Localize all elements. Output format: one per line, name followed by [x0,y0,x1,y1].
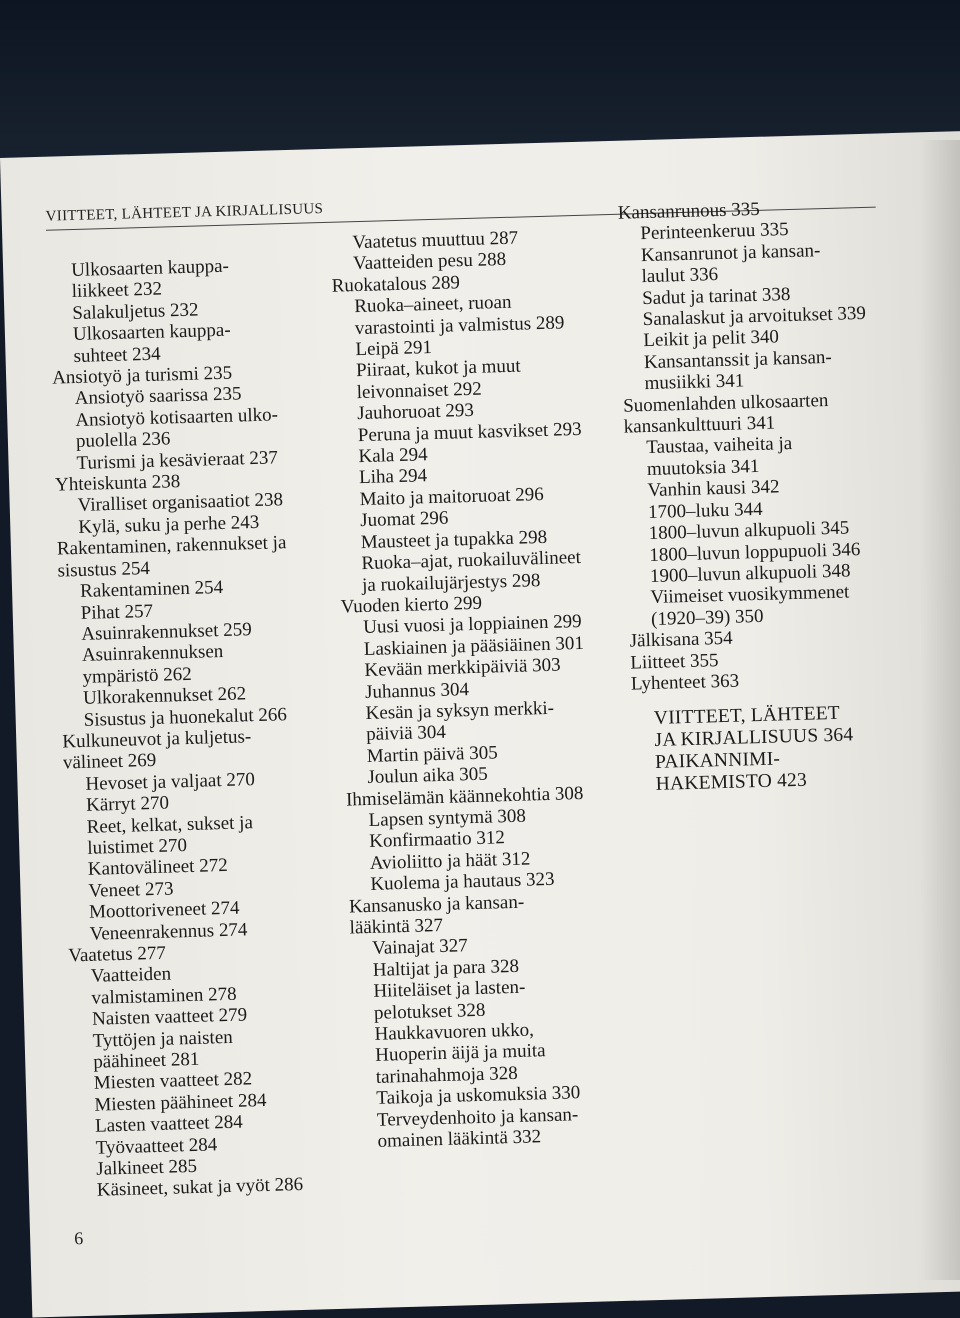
toc-sub-entry: muutoksia 341 [646,455,760,480]
running-head: VIITTEET, LÄHTEET JA KIRJALLISUUS [45,200,324,225]
toc-sub-entry: pelotukset 328 [373,999,486,1024]
toc-sub-entry: Juhannus 304 [364,678,470,703]
toc-sub-entry: Terveydenhoito ja kansan- [376,1103,579,1131]
toc-section-entry: PAIKANNIMI- [654,748,781,774]
toc-sub-entry: Asuinrakennukset 259 [81,619,253,645]
toc-sub-entry: leivonnaiset 292 [356,378,482,403]
toc-sub-entry: Ansiotyö kotisaarten ulko- [75,404,279,431]
toc-column-3 [617,194,933,796]
toc-sub-entry: Kantovälineet 272 [87,855,228,881]
toc-section-entry: VIITTEET, LÄHTEET [653,703,841,730]
toc-main-entry: Kansanrunous 335 [617,198,760,224]
toc-main-entry: Rakentaminen, rakennukset ja [56,532,287,560]
toc-sub-entry: Leikit ja pelit 340 [643,326,780,352]
toc-sub-entry: Ulkosaarten kauppa- [72,319,231,346]
toc-sub-entry: Ulkorakennukset 262 [82,683,247,710]
toc-main-entry: lääkintä 327 [349,914,444,939]
toc-sub-entry: luistimet 270 [87,835,188,859]
toc-sub-entry: Vaatteiden pesu 288 [352,249,507,275]
toc-sub-entry: Ansiotyö saarissa 235 [74,383,242,410]
toc-sub-entry: Martin päivä 305 [366,742,498,767]
toc-column-2 [330,225,646,1153]
toc-sub-entry: ympäristö 262 [82,663,193,688]
toc-sub-entry: 1800–luvun loppupuoli 346 [649,538,861,566]
toc-sub-entry: Lapsen syntymä 308 [368,805,527,831]
toc-sub-entry: Viralliset organisaatiot 238 [77,489,284,517]
toc-sub-entry: Viimeiset vuosikymmenet [650,581,850,609]
toc-main-entry: Kansanusko ja kansan- [348,891,525,918]
toc-sub-entry: Avioliitto ja häät 312 [369,848,531,874]
toc-sub-entry: Turismi ja kesävieraat 237 [76,447,279,474]
toc-sub-entry: Huoperin äijä ja muita [374,1040,546,1067]
toc-sub-entry: Leipä 291 [355,337,433,361]
toc-sub-entry: (1920–39) 350 [650,605,764,630]
toc-sub-entry: Käsineet, sukat ja vyöt 286 [96,1174,304,1202]
toc-sub-entry: Rakentaminen 254 [79,577,224,603]
toc-sub-entry: suhteet 234 [73,343,161,367]
toc-sub-entry: Veneet 273 [88,878,174,902]
toc-sub-entry: Kesän ja syksyn merkki- [365,697,555,724]
toc-sub-entry: Laskiainen ja pääsiäinen 301 [363,632,585,660]
toc-sub-entry: päähineet 281 [92,1048,200,1073]
toc-sub-entry: Tyttöjen ja naisten [92,1026,234,1052]
toc-sub-entry: Hiiteläiset ja lasten- [373,976,526,1003]
toc-sub-entry: Vainajat 327 [371,935,468,960]
toc-section-block [632,701,934,797]
toc-sub-entry: Reet, kelkat, sukset ja [86,811,254,838]
toc-sub-entry: valmistaminen 278 [91,983,237,1009]
toc-sub-entry: Taustaa, vaiheita ja [646,433,793,459]
toc-sub-entry: tarinahahmoja 328 [375,1062,518,1088]
toc-sub-entry: laulut 336 [641,264,719,288]
toc-sub-entry: Maito ja maitoruoat 296 [359,483,545,510]
toc-main-entry: Ihmiselämän käännekohtia 308 [345,782,584,811]
toc-sub-entry: Vaatteiden [90,963,172,988]
toc-sub-entry: Vanhin kausi 342 [647,476,780,502]
toc-sub-entry: Pihat 257 [80,600,154,624]
toc-main-entry: Suomenlahden ulkosaarten [622,389,829,417]
toc-sub-entry: Jalkineet 285 [95,1155,198,1180]
toc-sub-entry: omainen lääkintä 332 [377,1126,542,1152]
toc-main-entry: Vaatetus 277 [68,942,167,967]
toc-main-entry: Kulkuneuvot ja kuljetus- [62,726,252,753]
page-number: 6 [73,1228,84,1249]
toc-sub-entry: Naisten vaatteet 279 [91,1004,248,1030]
toc-column-1 [49,253,345,1202]
toc-sub-entry: Kevään merkkipäiviä 303 [364,654,561,682]
toc-sub-entry: 1700–luku 344 [647,498,763,523]
toc-sub-entry: puolella 236 [75,428,171,453]
toc-sub-entry: Salakuljetus 232 [72,299,199,324]
toc-sub-entry: Ulkosaarten kauppa- [70,255,230,282]
toc-main-entry: sisustus 254 [57,557,151,582]
toc-sub-entry: Kylä, suku ja perhe 243 [78,511,260,538]
toc-main-entry: Lyhenteet 363 [630,670,740,695]
toc-main-entry: Ansiotyö ja turismi 235 [51,362,233,389]
toc-sub-entry: liikkeet 232 [71,278,163,303]
toc-sub-entry: Kansanrunot ja kansan- [640,239,821,266]
toc-sub-entry: Haltijat ja para 328 [372,955,520,981]
toc-sub-entry: Piiraat, kukot ja muut [355,355,521,382]
toc-sub-entry: 1900–luvun alkupuoli 348 [649,560,851,587]
toc-sub-entry: Ruoka–aineet, ruoan [354,291,512,318]
toc-sub-entry: Peruna ja muut kasvikset 293 [357,418,582,446]
toc-sub-entry: Moottoriveneet 274 [88,897,240,923]
toc-sub-entry: ja ruokailujärjestys 298 [361,569,541,596]
toc-section-entry: HAKEMISTO 423 [655,770,808,796]
toc-sub-entry: Uusi vuosi ja loppiainen 299 [362,611,582,639]
toc-sub-entry: Miesten vaatteet 282 [93,1068,253,1095]
toc-sub-entry: Sadut ja tarinat 338 [641,283,791,309]
page-edge-shadow [920,140,960,1280]
toc-main-entry: Vuoden kierto 299 [340,592,483,618]
toc-sub-entry: Jauhoruoat 293 [356,400,475,425]
toc-sub-entry: Mausteet ja tupakka 298 [360,526,548,553]
toc-main-entry: Liitteet 355 [630,649,719,674]
toc-sub-entry: Ruoka–ajat, ruokailuvälineet [361,547,582,575]
toc-sub-entry: Perinteenkeruu 335 [640,219,789,245]
toc-sub-entry: Asuinrakennuksen [81,641,224,667]
toc-sub-entry: Juomat 296 [359,507,449,532]
toc-sub-entry: Sanalaskut ja arvoitukset 339 [642,302,867,331]
toc-sub-entry: Sisustus ja huonekalut 266 [83,703,288,731]
toc-sub-entry: Veneenrakennus 274 [89,918,248,945]
toc-main-entry: kansankulttuuri 341 [623,412,776,438]
toc-sub-entry: Kärryt 270 [85,792,170,817]
toc-sub-entry: Konfirmaatio 312 [368,827,506,853]
toc-sub-entry: Hevoset ja valjaat 270 [85,768,256,795]
book-page [0,131,960,1318]
toc-sub-entry: Työvaatteet 284 [95,1133,218,1159]
toc-sub-entry: 1800–luvun alkupuoli 345 [648,517,850,545]
toc-main-entry: Ruokatalous 289 [331,272,461,297]
toc-sub-entry: musiikki 341 [644,370,745,395]
toc-sub-entry: Joulun aika 305 [367,763,489,789]
toc-sub-entry: varastointi ja valmistus 289 [354,311,565,339]
toc-sub-entry: Vaatetus muuttuu 287 [352,227,519,254]
toc-sub-entry: Kala 294 [358,444,428,468]
toc-sub-entry: Miesten päähineet 284 [94,1089,267,1116]
toc-main-entry: Yhteiskunta 238 [54,471,181,496]
toc-sub-entry: Lasten vaatteet 284 [94,1111,244,1137]
toc-sub-entry: Haukkavuoren ukko, [374,1019,535,1045]
toc-sub-entry: päiviä 304 [365,722,447,746]
toc-sub-entry: Kuolema ja hautaus 323 [370,868,555,896]
toc-sub-entry: Kansantanssit ja kansan- [643,346,833,373]
toc-section-entry: JA KIRJALLISUUS 364 [654,724,854,752]
toc-sub-entry: Liha 294 [358,465,428,489]
toc-main-entry: välineet 269 [62,750,157,774]
toc-main-entry: Jälkisana 354 [629,627,733,652]
toc-sub-entry: Taikoja ja uskomuksia 330 [376,1082,581,1110]
